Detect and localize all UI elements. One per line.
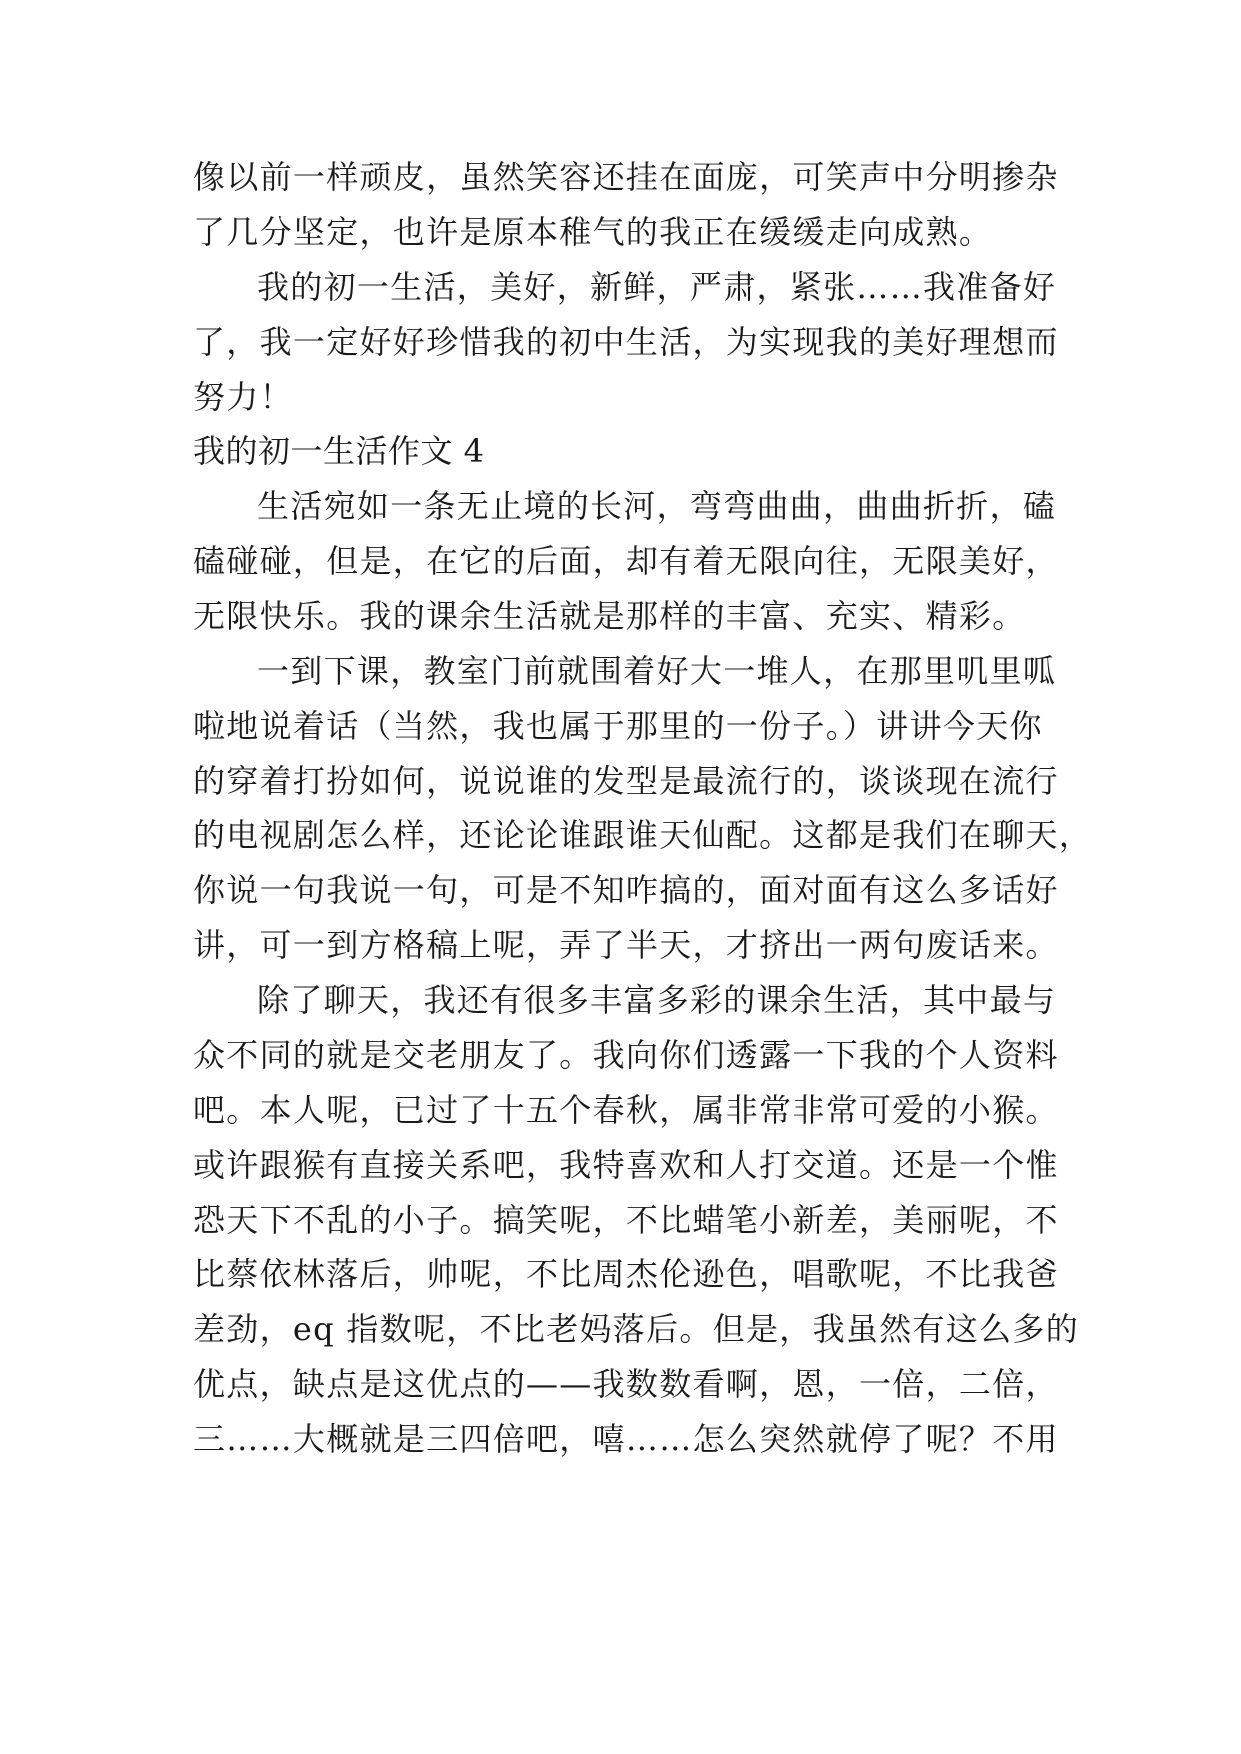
essay-heading: 我的初一生活作文 4 — [193, 432, 485, 470]
paragraph-5-line-2: 众不同的就是交老朋友了。我向你们透露一下我的个人资料 — [193, 1036, 1059, 1074]
paragraph-5-line-6: 比蔡依林落后，帅呢，不比周杰伦逊色，唱歌呢，不比我爸 — [193, 1255, 1059, 1293]
paragraph-5-line-7: 差劲，eq 指数呢，不比老妈落后。但是，我虽然有这么多的 — [193, 1310, 1079, 1348]
paragraph-5-line-4: 或许跟猴有直接关系吧，我特喜欢和人打交道。还是一个惟 — [193, 1146, 1059, 1184]
paragraph-5-line-8: 优点，缺点是这优点的——我数数看啊，恩，一倍，二倍， — [193, 1365, 1059, 1403]
paragraph-4-line-1: 一到下课，教室门前就围着好大一堆人，在那里叽里呱 — [257, 652, 1057, 690]
paragraph-5-line-9: 三……大概就是三四倍吧，嘻……怎么突然就停了呢？不用 — [193, 1420, 1059, 1458]
paragraph-3-line-1: 生活宛如一条无止境的长河，弯弯曲曲，曲曲折折，磕 — [257, 487, 1057, 525]
paragraph-4-line-5: 你说一句我说一句，可是不知咋搞的，面对面有这么多话好 — [193, 871, 1059, 909]
paragraph-4-line-4: 的电视剧怎么样，还论论谁跟谁天仙配。这都是我们在聊天， — [193, 816, 1093, 854]
paragraph-1-line-2: 了几分坚定，也许是原本稚气的我正在缓缓走向成熟。 — [193, 213, 993, 251]
paragraph-2-line-1: 我的初一生活，美好，新鲜，严肃，紧张……我准备好 — [257, 268, 1057, 306]
paragraph-2-line-2: 了，我一定好好珍惜我的初中生活，为实现我的美好理想而 — [193, 323, 1059, 361]
paragraph-5-line-5: 恐天下不乱的小子。搞笑呢，不比蜡笔小新差，美丽呢，不 — [193, 1201, 1059, 1239]
paragraph-1-line-1: 像以前一样顽皮，虽然笑容还挂在面庞，可笑声中分明掺杂 — [193, 158, 1059, 196]
paragraph-4-line-2: 啦地说着话（当然，我也属于那里的一份子。）讲讲今天你 — [193, 707, 1043, 745]
paragraph-5-line-3: 吧。本人呢，已过了十五个春秋，属非常非常可爱的小猴。 — [193, 1091, 1059, 1129]
paragraph-4-line-3: 的穿着打扮如何，说说谁的发型是最流行的，谈谈现在流行 — [193, 762, 1059, 800]
paragraph-3-line-2: 磕碰碰，但是，在它的后面，却有着无限向往，无限美好， — [193, 542, 1059, 580]
paragraph-4-line-6: 讲，可一到方格稿上呢，弄了半天，才挤出一两句废话来。 — [193, 926, 1059, 964]
paragraph-5-line-1: 除了聊天，我还有很多丰富多彩的课余生活，其中最与 — [257, 981, 1057, 1019]
paragraph-2-line-3: 努力！ — [193, 378, 293, 416]
paragraph-3-line-3: 无限快乐。我的课余生活就是那样的丰富、充实、精彩。 — [193, 597, 1026, 635]
